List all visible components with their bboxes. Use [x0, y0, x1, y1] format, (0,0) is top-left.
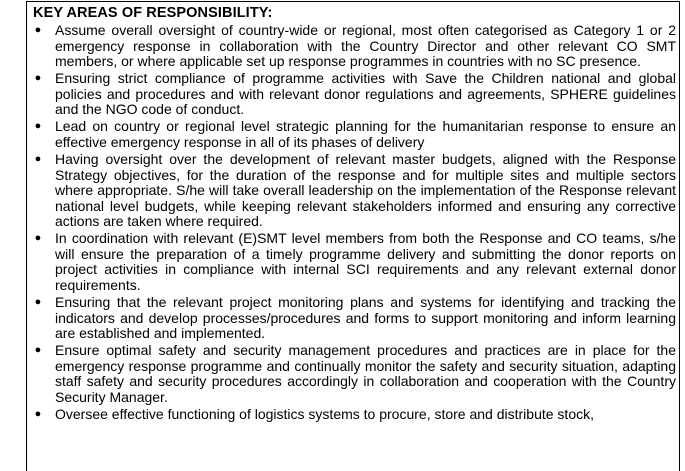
responsibility-list	[33, 23, 676, 424]
bullet-icon: ●	[34, 120, 42, 133]
bullet-icon: ●	[34, 344, 42, 357]
bullet-icon: ●	[34, 296, 42, 309]
list-item	[33, 343, 676, 405]
list-item-text: Ensuring that the relevant project monitoring plans and systems for identifying and tracking the indicators and develop processes/procedures and forms to support monitoring and inform learning are established and implemented.	[55, 294, 676, 342]
list-item-text: Having oversight over the development of relevant master budgets, aligned with the Response Strategy objectives, for the duration of the response and for multiple sites and multiple sectors where appropriate. S/he will take overall leadership on the implementation of the Response relevant national level budgets, while keeping relevant stakeholders informed and ensuring any corrective actions are taken where required.	[55, 150, 676, 230]
list-item	[33, 407, 676, 423]
bullet-icon: ●	[34, 407, 42, 420]
list-item	[33, 295, 676, 342]
list-item-text: Lead on country or regional level strategic planning for the humanitarian response to ensure an effective emergency response in all of its phases of delivery	[55, 118, 676, 150]
list-item	[33, 23, 676, 70]
list-item-text: Oversee effective functioning of logistics systems to procure, store and distribute stock,	[55, 405, 594, 422]
bullet-icon: ●	[34, 152, 42, 165]
list-item	[33, 231, 676, 293]
bullet-icon: ●	[34, 232, 42, 245]
list-item-text: In coordination with relevant (E)SMT level members from both the Response and CO teams, s/he will ensure the preparation of a timely programme delivery and submitting the donor reports on project activities in compliance with internal SCI requirements and any relevant external donor requirements.	[55, 230, 676, 294]
list-item-text: Ensure optimal safety and security management procedures and practices are in place for the emergency response programme and continually monitor the safety and security situation, adapting staff safety and security procedures accordingly in collaboration and cooperation with the Country Security Manager.	[55, 342, 676, 405]
section-heading: KEY AREAS OF RESPONSIBILITY:	[33, 5, 273, 21]
list-item	[33, 119, 676, 150]
bullet-icon: ●	[34, 24, 42, 36]
list-item-text: Ensuring strict compliance of programme activities with Save the Children national and global policies and procedures and with relevant donor regulations and agreements, SPHERE guidelines and the NGO code of conduct.	[55, 70, 676, 118]
list-item	[33, 152, 676, 230]
list-item-text: Assume overall oversight of country-wide or regional, most often categorised as Category 1 or 2 emergency response in collaboration with the Country Director and other relevant CO SMT members, or where applicable set up response programmes in countries with no SC presence.	[55, 22, 676, 70]
list-item	[33, 71, 676, 118]
bullet-icon: ●	[34, 72, 42, 85]
